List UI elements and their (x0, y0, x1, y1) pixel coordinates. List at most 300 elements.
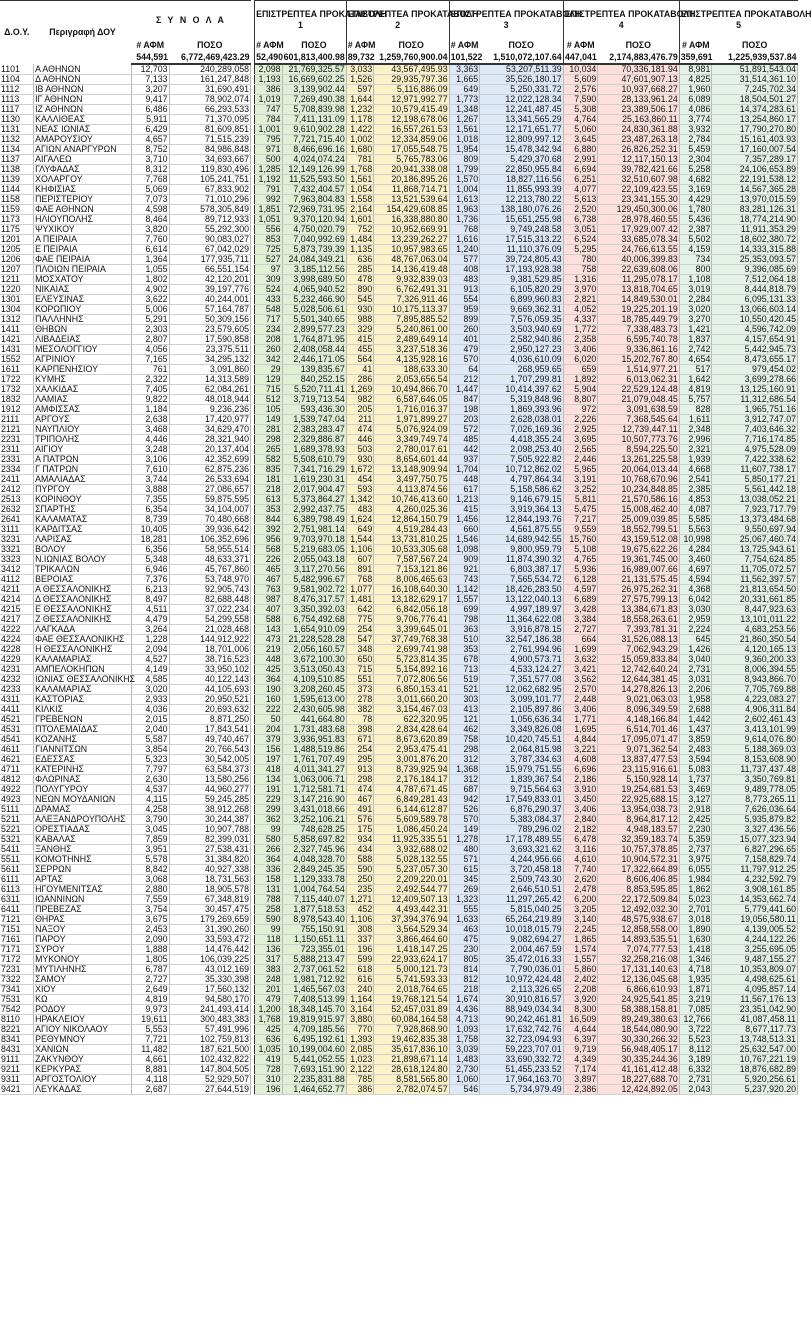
amount: 5,501,340.65 (282, 315, 346, 325)
amount: 83,281,126.31 (712, 205, 798, 215)
amount: 7,153,121.86 (374, 565, 449, 575)
amount: 40,244,001 (169, 295, 250, 305)
amount: 21,028,468 (169, 625, 250, 635)
amount: 7,587,567.24 (374, 555, 449, 565)
afm-count: 363 (449, 625, 480, 635)
afm-count: 312 (449, 775, 480, 785)
amount: 19,819,915.97 (282, 1015, 346, 1025)
amount: 88,949,034.34 (480, 1005, 564, 1015)
afm-count: 2,043 (679, 1085, 712, 1095)
group-title: ΕΠΙΣΤΡΕΠΤΕΑ ΠΡΟΚΑΤΑΒΟΛΗ (564, 9, 696, 19)
afm-count: 2,727 (563, 625, 598, 635)
group-number: 5 (736, 20, 742, 30)
afm-count: 6,332 (679, 1065, 712, 1075)
amount: 17,322,664.89 (598, 865, 679, 875)
afm-count: 329 (346, 325, 373, 335)
afm-count: 2,284 (679, 295, 712, 305)
afm-count: 383 (255, 965, 282, 975)
amount: 789,296.02 (480, 825, 564, 835)
dou-name: ΚΟΜΟΤΗΝΗΣ (34, 855, 132, 865)
amount: 26,975,262.31 (598, 585, 679, 595)
afm-count: 519 (449, 675, 480, 685)
amount: 7,368,545.64 (598, 415, 679, 425)
afm-count: 6,689 (563, 595, 598, 605)
afm-count: 3,790 (131, 815, 169, 825)
afm-count: 763 (255, 585, 282, 595)
afm-count: 205 (346, 405, 373, 415)
table-row (0, 635, 798, 645)
amount: 5,920,256.61 (712, 1075, 798, 1085)
dou-name: ΣΑΜΟΥ (34, 975, 132, 985)
table-row (0, 315, 798, 325)
amount: 10,420,745.51 (480, 735, 564, 745)
afm-count: 2,387 (679, 225, 712, 235)
poso-header: ΠΟΣΟ (301, 39, 327, 50)
afm-count: 3,975 (679, 855, 712, 865)
amount: 2,176,184.17 (374, 775, 449, 785)
afm-count: 2,630 (131, 775, 169, 785)
table-row (0, 1025, 798, 1035)
table-row (0, 905, 798, 915)
amount: 15,979,751.55 (480, 765, 564, 775)
amount: 71,515,239 (169, 135, 250, 145)
amount: 1,712,581.71 (282, 785, 346, 795)
amount: 10,907,788 (169, 825, 250, 835)
amount: 5,028,132.55 (374, 855, 449, 865)
afm-count: 1,672 (346, 465, 373, 475)
amount: 30,335,244.36 (598, 1055, 679, 1065)
amount: 17,790,270.80 (712, 125, 798, 135)
table-row (0, 845, 798, 855)
amount: 3,497,750.75 (374, 475, 449, 485)
afm-count: 734 (679, 255, 712, 265)
amount: 22,529,124.48 (598, 385, 679, 395)
afm-count: 2,094 (131, 645, 169, 655)
amount: 179,269,659 (169, 915, 250, 925)
afm-count: 6,089 (679, 95, 712, 105)
afm-count: 1,426 (679, 645, 712, 655)
group-header-4 (563, 1, 696, 40)
table-row (0, 565, 798, 575)
table-row (0, 465, 798, 475)
amount: 53,207,511.39 (480, 64, 564, 75)
amount: 9,715,564.63 (480, 785, 564, 795)
amount: 4,709,185.56 (282, 1025, 346, 1035)
afm-count: 1,164 (346, 995, 373, 1005)
afm-count: 2,576 (563, 85, 598, 95)
afm-count: 2,959 (679, 615, 712, 625)
amount: 10,746,413.60 (374, 495, 449, 505)
afm-count: 2,321 (679, 445, 712, 455)
afm-header: # ΑΦΜ (450, 39, 479, 50)
amount: 53,748,970 (169, 575, 250, 585)
afm-count: 2,453 (131, 925, 169, 935)
afm-count: 3,169 (679, 185, 712, 195)
table-row (0, 785, 798, 795)
afm-count: 2,840 (563, 815, 598, 825)
afm-count: 99 (255, 825, 282, 835)
amount: 3,139,902.44 (282, 85, 346, 95)
amount: 7,576,059.35 (480, 315, 564, 325)
amount: 35,330,398 (169, 975, 250, 985)
afm-count: 4,644 (563, 1025, 598, 1035)
afm-count: 956 (255, 535, 282, 545)
afm-count: 5,609 (563, 75, 598, 85)
afm-count: 181 (255, 475, 282, 485)
afm-count: 3,744 (131, 475, 169, 485)
afm-count: 3,189 (679, 1055, 712, 1065)
amount: 3,208,260.45 (282, 685, 346, 695)
table-row (0, 945, 798, 955)
afm-count: 521 (449, 685, 480, 695)
afm-count: 336 (255, 865, 282, 875)
afm-count: 1,574 (563, 945, 598, 955)
dou-code: 4621 (0, 755, 34, 765)
amount: 3,327,436.56 (712, 825, 798, 835)
afm-count: 2,570 (563, 685, 598, 695)
dou-name: ΚΗΦΙΣΙΑΣ (34, 185, 132, 195)
afm-count: 2,701 (679, 905, 712, 915)
afm-count: 121 (449, 715, 480, 725)
afm-count: 1,054 (346, 185, 373, 195)
amount: 17,590,858 (169, 335, 250, 345)
table-row (0, 115, 798, 125)
amount: 2,004,467.59 (480, 945, 564, 955)
afm-count: 8,739 (131, 515, 169, 525)
amount: 39,782,421.66 (598, 165, 679, 175)
afm-count: 1,939 (679, 455, 712, 465)
amount: 7,338,483.73 (598, 325, 679, 335)
afm-count: 8,842 (131, 865, 169, 875)
amount: 21,079,048.45 (598, 395, 679, 405)
afm-count: 1,935 (679, 975, 712, 985)
group-header-2 (346, 1, 479, 40)
dou-code: 1113 (0, 95, 34, 105)
amount: 13,148,909.94 (374, 465, 449, 475)
table-row (0, 825, 798, 835)
afm-count: 1,780 (679, 205, 712, 215)
group-number: 1 (297, 20, 303, 30)
afm-count: 433 (255, 295, 282, 305)
afm-count: 479 (255, 995, 282, 1005)
amount: 1,981,712.92 (282, 975, 346, 985)
amount: 18,701,006 (169, 645, 250, 655)
amount: 39,197,776 (169, 285, 250, 295)
amount: 3,564,529.34 (374, 925, 449, 935)
amount: 3,513,050.43 (282, 665, 346, 675)
afm-count: 909 (449, 555, 480, 565)
amount: 7,326,911.46 (374, 295, 449, 305)
desc-header: Περιγραφή ΔΟΥ (34, 1, 132, 65)
amount: 15,077,323.94 (712, 835, 798, 845)
amount: 2,509,743.30 (480, 875, 564, 885)
afm-count: 222 (255, 705, 282, 715)
amount: 21,228,528.28 (282, 635, 346, 645)
table-row (0, 475, 798, 485)
afm-count: 6,020 (563, 355, 598, 365)
dou-code: 4531 (0, 725, 34, 735)
table-row (0, 535, 798, 545)
amount: 34,693,667 (169, 155, 250, 165)
afm-count: 1,060 (449, 1075, 480, 1085)
amount: 27,538,431 (169, 845, 250, 855)
afm-count: 455 (346, 345, 373, 355)
amount: 37,749,768.38 (374, 635, 449, 645)
dou-code: 4231 (0, 665, 34, 675)
afm-count: 7,376 (131, 575, 169, 585)
amount: 9,489,778.05 (712, 785, 798, 795)
afm-count: 1,240 (449, 245, 480, 255)
dou-code: 4224 (0, 635, 34, 645)
dou-name: ΠΕΡΙΣΤΕΡΙΟΥ (34, 195, 132, 205)
afm-count: 1,890 (679, 925, 712, 935)
table-row (0, 455, 798, 465)
amount: 12,424,892.05 (598, 1085, 679, 1095)
table-row (0, 795, 798, 805)
amount: 5,000,121.73 (374, 965, 449, 975)
amount: 5,765,783.06 (374, 155, 449, 165)
amount: 7,062,943.29 (598, 645, 679, 655)
dou-name: ΝΕΑΣ ΙΩΝΙΑΣ (34, 125, 132, 135)
group-number: 2 (395, 20, 401, 30)
afm-count: 715 (346, 665, 373, 675)
afm-count: 2,304 (679, 155, 712, 165)
amount: 14,313,589 (169, 375, 250, 385)
amount: 7,693,151.90 (282, 1065, 346, 1075)
amount: 5,873,739.39 (282, 245, 346, 255)
amount: 2,105,897.86 (480, 705, 564, 715)
amount: 2,446,171.05 (282, 355, 346, 365)
amount: 11,364,622.08 (480, 615, 564, 625)
dou-name: ΚΙΛΚΙΣ (34, 705, 132, 715)
afm-count: 5,006 (131, 305, 169, 315)
dou-name: ΚΕΡΚΥΡΑΣ (34, 1065, 132, 1075)
afm-count: 2,425 (679, 815, 712, 825)
amount: 4,157,654.91 (712, 335, 798, 345)
afm-count: 512 (255, 395, 282, 405)
amount: 67,348,819 (169, 895, 250, 905)
dou-name: ΙΖ ΑΘΗΝΩΝ (34, 105, 132, 115)
amount: 58,955,514 (169, 545, 250, 555)
afm-count: 568 (255, 545, 282, 555)
afm-count: 3,106 (131, 455, 169, 465)
amount: 2,834,428.64 (374, 725, 449, 735)
amount: 42,352,699 (169, 455, 250, 465)
amount: 3,431,018.66 (282, 805, 346, 815)
table-row (0, 1005, 798, 1015)
afm-count: 78 (346, 715, 373, 725)
poso-header: ΠΟΣΟ (197, 39, 223, 50)
amount: 1,488,519.86 (282, 745, 346, 755)
dou-code: 1159 (0, 205, 34, 215)
dou-code: 1611 (0, 365, 34, 375)
amount: 34,295,132 (169, 355, 250, 365)
afm-count: 3,854 (131, 745, 169, 755)
afm-count: 1,484 (346, 235, 373, 245)
afm-count: 418 (255, 765, 282, 775)
afm-count: 1,616 (449, 235, 480, 245)
dou-name: ΑΜΦΙΣΣΑΣ (34, 405, 132, 415)
afm-count: 3,450 (563, 795, 598, 805)
dou-name: ΣΥΡΟΥ (34, 945, 132, 955)
dou-name: Ν.ΙΩΝΙΑΣ ΒΟΛΟΥ (34, 555, 132, 565)
afm-count: 835 (255, 465, 282, 475)
afm-count: 2,224 (679, 625, 712, 635)
afm-count: 982 (346, 395, 373, 405)
amount: 30,244,387 (169, 815, 250, 825)
afm-count: 190 (255, 685, 282, 695)
afm-count: 2,446 (563, 455, 598, 465)
amount: 1,464,652.77 (282, 1085, 346, 1095)
amount: 10,757,378.85 (598, 845, 679, 855)
amount: 1,869,393.96 (480, 405, 564, 415)
afm-count: 588 (255, 615, 282, 625)
amount: 7,512,064.18 (712, 275, 798, 285)
afm-count: 548 (255, 305, 282, 315)
amount: 177,935,711 (169, 255, 250, 265)
amount: 5,815,040.25 (480, 905, 564, 915)
afm-count: 446 (346, 435, 373, 445)
afm-count: 1,035 (255, 1045, 282, 1055)
dou-code: 1206 (0, 255, 34, 265)
afm-count: 500 (255, 155, 282, 165)
afm-count: 7,133 (131, 75, 169, 85)
dou-name: ΠΑΡΟΥ (34, 935, 132, 945)
amount: 106,352,696 (169, 535, 250, 545)
amount: 2,492,544.77 (374, 885, 449, 895)
amount: 3,787,334.63 (480, 755, 564, 765)
afm-count: 1,442 (679, 715, 712, 725)
amount: 6,013,062.31 (598, 375, 679, 385)
afm-count: 607 (346, 555, 373, 565)
amount: 44,105,693 (169, 685, 250, 695)
amount: 54,299,558 (169, 615, 250, 625)
amount: 14,374,283.61 (712, 105, 798, 115)
afm-count: 473 (255, 635, 282, 645)
amount: 6,495,192.61 (282, 1035, 346, 1045)
dou-code: 7542 (0, 1005, 34, 1015)
afm-count: 2,996 (679, 435, 712, 445)
afm-count: 743 (449, 575, 480, 585)
afm-count: 3,880 (346, 1015, 373, 1025)
dou-code: 2121 (0, 425, 34, 435)
afm-count: 18,281 (131, 535, 169, 545)
table-row (0, 85, 798, 95)
table-row (0, 1075, 798, 1085)
table-row (0, 935, 798, 945)
amount: 34,629,470 (169, 425, 250, 435)
dou-name: ΑΛΕΞΑΝΔΡΟΥΠΟΛΗΣ (34, 815, 132, 825)
dou-name: ΔΡΑΜΑΣ (34, 805, 132, 815)
afm-count: 10,034 (563, 64, 598, 75)
dou-name: ΚΑΡΠΕΝΗΣΙΟΥ (34, 365, 132, 375)
amount: 5,935,879.82 (712, 815, 798, 825)
afm-count: 1,851 (255, 205, 282, 215)
afm-count: 617 (449, 485, 480, 495)
afm-count: 636 (255, 1035, 282, 1045)
afm-count: 1,773 (449, 95, 480, 105)
afm-count: 1,106 (346, 545, 373, 555)
amount: 7,565,534.72 (480, 575, 564, 585)
amount: 3,912,747.07 (712, 415, 798, 425)
amount: 6,095,131.33 (712, 295, 798, 305)
afm-count: 201 (255, 985, 282, 995)
amount: 8,447,923.63 (712, 605, 798, 615)
afm-count: 4,819 (679, 385, 712, 395)
afm-count: 5,308 (563, 105, 598, 115)
dou-code: 4229 (0, 655, 34, 665)
afm-count: 4,902 (131, 285, 169, 295)
amount: 4,683,253.56 (712, 625, 798, 635)
afm-count: 303 (449, 695, 480, 705)
amount: 18,552,799.51 (598, 525, 679, 535)
amount: 4,048,328.70 (282, 855, 346, 865)
amount: 3,998,689.50 (282, 275, 346, 285)
amount: 5,741,593.33 (374, 975, 449, 985)
afm-count: 425 (255, 665, 282, 675)
afm-count: 6,524 (563, 235, 598, 245)
amount: 10,550,420.45 (712, 315, 798, 325)
amount: 40,006,399.83 (598, 255, 679, 265)
afm-count: 3,191 (563, 475, 598, 485)
amount: 4,109,510.85 (282, 675, 346, 685)
dou-code: 2111 (0, 415, 34, 425)
amount: 10,579,415.49 (374, 105, 449, 115)
amount: 10,712,862.02 (480, 465, 564, 475)
afm-count: 6,946 (131, 565, 169, 575)
amount: 102,432,822 (169, 1055, 250, 1065)
amount: 13,066,603.14 (712, 305, 798, 315)
amount: 5,232,466.90 (282, 295, 346, 305)
afm-count: 158 (255, 875, 282, 885)
afm-count: 7,610 (131, 465, 169, 475)
afm-count: 6,738 (563, 215, 598, 225)
afm-count: 3,632 (563, 655, 598, 665)
afm-count: 524 (255, 285, 282, 295)
afm-count: 2,483 (679, 745, 712, 755)
afm-count: 12,766 (679, 1015, 712, 1025)
amount: 1,965,751.16 (712, 405, 798, 415)
afm-count: 1,346 (679, 955, 712, 965)
dou-code: 1131 (0, 125, 34, 135)
amount: 3,413,101.99 (712, 725, 798, 735)
amount: 22,172,509.84 (598, 895, 679, 905)
afm-count: 2,737 (679, 845, 712, 855)
amount: 1,731,483.68 (282, 725, 346, 735)
amount: 3,399,645.01 (374, 625, 449, 635)
amount: 161,247,848 (169, 75, 250, 85)
afm-count: 269 (449, 885, 480, 895)
amount: 2,950,127.23 (480, 345, 564, 355)
amount: 11,855,993.39 (480, 185, 564, 195)
afm-count: 2,731 (679, 665, 712, 675)
dou-code: 7172 (0, 955, 34, 965)
afm-count: 248 (255, 975, 282, 985)
afm-count: 582 (255, 455, 282, 465)
amount: 23,487,263.18 (598, 135, 679, 145)
afm-count: 545 (346, 295, 373, 305)
afm-count: 3,051 (563, 225, 598, 235)
dou-name: ΑΡΤΑΣ (34, 875, 132, 885)
table-row (0, 965, 798, 975)
afm-count: 4,429 (679, 195, 712, 205)
afm-count: 3,951 (131, 845, 169, 855)
dou-name: ΤΡΙΚΑΛΩΝ (34, 565, 132, 575)
afm-count: 392 (255, 525, 282, 535)
amount: 52,929,507 (169, 1075, 250, 1085)
afm-count: 64 (449, 365, 480, 375)
amount: 9,360,200.33 (712, 655, 798, 665)
